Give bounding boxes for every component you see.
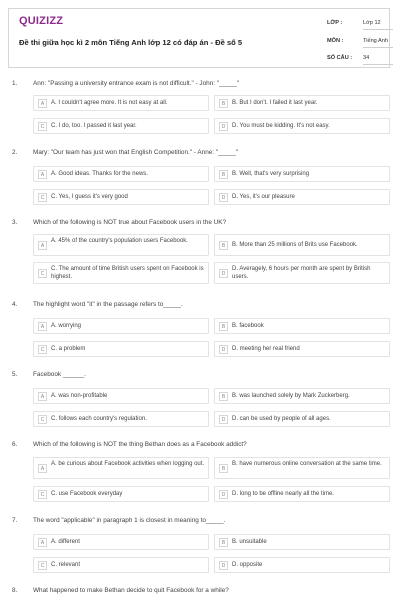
option-letter: C <box>38 345 47 354</box>
option-text: A. I couldn't agree more. It is not easy at all. <box>51 100 168 106</box>
option-letter: D <box>219 269 228 278</box>
meta-value: 34 <box>363 55 393 65</box>
option-letter: B <box>219 241 228 250</box>
option-c[interactable] <box>33 189 209 205</box>
option-text: A. different <box>51 539 80 545</box>
option-a[interactable] <box>33 95 209 111</box>
option-letter: C <box>38 490 47 499</box>
option-a[interactable] <box>33 318 209 334</box>
question-number: 8. <box>12 587 18 594</box>
question-text: What happened to make Bethan decide to quit Facebook for a while? <box>33 587 229 594</box>
option-c[interactable] <box>33 118 209 134</box>
option-text: D. Averagely, 6 hours per month are spent by British users. <box>232 266 371 280</box>
option-letter: C <box>38 269 47 278</box>
option-b[interactable] <box>214 534 390 550</box>
option-text: C. I do, too. I passed it last year. <box>51 123 137 129</box>
question-text: The word "applicable" in paragraph 1 is closest in meaning to_____. <box>33 517 226 524</box>
option-text: D. meeting her real friend <box>232 346 300 352</box>
option-letter: B <box>219 464 228 473</box>
option-b[interactable] <box>214 388 390 404</box>
option-a[interactable] <box>33 234 209 256</box>
option-letter: D <box>219 490 228 499</box>
option-letter: B <box>219 322 228 331</box>
option-text: B. Well, that's very surprising <box>232 171 310 177</box>
option-text: B. have numerous online conversation at the same time. <box>232 461 382 467</box>
option-letter: B <box>219 99 228 108</box>
option-text: C. a problem <box>51 346 86 352</box>
option-letter: D <box>219 122 228 131</box>
worksheet-title: Đề thi giữa học kì 2 môn Tiếng Anh lớp 12 có đáp án - Đề số 5 <box>19 38 243 47</box>
option-text: B. unsuitable <box>232 539 267 545</box>
option-text: B. More than 25 millions of Brits use Facebook. <box>232 242 358 248</box>
option-text: C. use Facebook everyday <box>51 491 123 497</box>
option-text: C. The amount of time British users spent on Facebook is highest. <box>51 266 204 280</box>
option-c[interactable] <box>33 262 209 284</box>
meta-key: MÔN : <box>327 38 344 44</box>
option-d[interactable] <box>214 341 390 357</box>
option-text: A. 45% of the country's population users Facebook. <box>51 238 188 244</box>
question-number: 5. <box>12 371 18 378</box>
option-a[interactable] <box>33 388 209 404</box>
option-d[interactable] <box>214 189 390 205</box>
option-text: D. You must be kidding. It's not easy. <box>232 123 330 129</box>
option-b[interactable] <box>214 95 390 111</box>
option-c[interactable] <box>33 341 209 357</box>
option-letter: C <box>38 122 47 131</box>
option-letter: C <box>38 561 47 570</box>
option-text: D. Yes, it's our pleasure <box>232 194 295 200</box>
option-letter: A <box>38 322 47 331</box>
option-letter: D <box>219 561 228 570</box>
question-text: Facebook ______. <box>33 371 86 378</box>
option-text: D. can be used by people of all ages. <box>232 416 331 422</box>
option-text: A. was non-profitable <box>51 393 108 399</box>
option-letter: A <box>38 170 47 179</box>
option-text: A. be curious about Facebook activities when logging out. <box>51 461 205 467</box>
option-letter: B <box>219 392 228 401</box>
meta-value: Lớp 12 <box>363 20 393 30</box>
option-letter: D <box>219 345 228 354</box>
option-letter: A <box>38 464 47 473</box>
option-text: C. follows each country's regulation. <box>51 416 147 422</box>
question-number: 4. <box>12 301 18 308</box>
option-d[interactable] <box>214 118 390 134</box>
option-text: B. was launched solely by Mark Zuckerberg. <box>232 393 350 399</box>
option-b[interactable] <box>214 457 390 479</box>
option-text: C. Yes, I guess it's very good <box>51 194 128 200</box>
option-letter: C <box>38 415 47 424</box>
question-number: 1. <box>12 80 18 87</box>
option-text: C. relevant <box>51 562 81 568</box>
option-b[interactable] <box>214 166 390 182</box>
question-number: 2. <box>12 149 18 156</box>
option-letter: A <box>38 538 47 547</box>
option-b[interactable] <box>214 318 390 334</box>
option-d[interactable] <box>214 486 390 502</box>
option-letter: A <box>38 392 47 401</box>
question-text: Mary: "Our team has just won that English Competition." - Anne: "_____" <box>33 149 239 156</box>
option-text: A. Good ideas. Thanks for the news. <box>51 171 148 177</box>
option-a[interactable] <box>33 166 209 182</box>
option-letter: B <box>219 170 228 179</box>
option-text: D. opposite <box>232 562 263 568</box>
option-c[interactable] <box>33 557 209 573</box>
option-a[interactable] <box>33 534 209 550</box>
worksheet-header <box>8 8 390 68</box>
option-a[interactable] <box>33 457 209 479</box>
option-letter: D <box>219 193 228 202</box>
meta-key: LỚP : <box>327 20 343 26</box>
question-text: The highlight word "it" in the passage refers to_____. <box>33 301 183 308</box>
option-d[interactable] <box>214 557 390 573</box>
question-number: 7. <box>12 517 18 524</box>
question-text: Ann: "Passing a university entrance exam is not difficult." - John: "_____" <box>33 80 240 87</box>
option-c[interactable] <box>33 486 209 502</box>
option-text: A. worrying <box>51 323 82 329</box>
option-b[interactable] <box>214 234 390 256</box>
meta-value: Tiếng Anh <box>363 38 393 48</box>
question-text: Which of the following is NOT the thing Bethan does as a Facebook addict? <box>33 441 247 448</box>
option-letter: A <box>38 99 47 108</box>
option-letter: D <box>219 415 228 424</box>
option-letter: B <box>219 538 228 547</box>
question-text: Which of the following is NOT true about Facebook users in the UK? <box>33 219 227 226</box>
option-text: D. long to be offline nearly all the time. <box>232 491 334 497</box>
option-text: B. facebook <box>232 323 264 329</box>
question-number: 6. <box>12 441 18 448</box>
quizizz-logo: QUIZIZZ <box>19 15 64 27</box>
option-d[interactable] <box>214 262 390 284</box>
option-c[interactable] <box>33 411 209 427</box>
option-letter: A <box>38 241 47 250</box>
meta-key: SỐ CÂU : <box>327 55 353 61</box>
option-text: B. But I don't. I failed it last year. <box>232 100 318 106</box>
option-letter: C <box>38 193 47 202</box>
option-d[interactable] <box>214 411 390 427</box>
question-number: 3. <box>12 219 18 226</box>
